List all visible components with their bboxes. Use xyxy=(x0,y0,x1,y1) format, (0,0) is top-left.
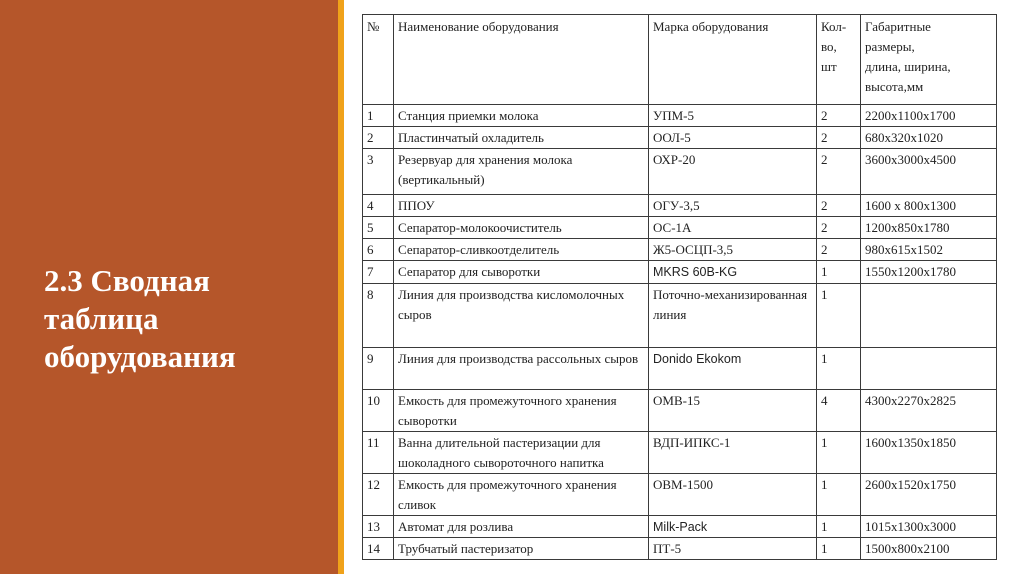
equipment-table xyxy=(362,14,997,560)
table-row xyxy=(363,538,997,560)
cell-dims: 1550x1200x1780 xyxy=(861,261,997,284)
cell-brand: ОХР-20 xyxy=(649,149,817,195)
cell-dims: 980x615x1502 xyxy=(861,239,997,261)
table-header-row xyxy=(363,15,997,105)
table-row xyxy=(363,432,997,474)
header-dims-line-3: длина, ширина, xyxy=(865,59,951,74)
cell-num: 14 xyxy=(363,538,394,560)
cell-brand: Поточно-механизированная линия xyxy=(649,284,817,348)
slide-title-line-3: оборудования xyxy=(44,339,236,374)
cell-qty: 1 xyxy=(817,538,861,560)
cell-brand: ОС-1А xyxy=(649,217,817,239)
cell-name: Линия для производства рассольных сыров xyxy=(394,348,649,390)
table-row xyxy=(363,284,997,348)
cell-name: Сепаратор-сливкоотделитель xyxy=(394,239,649,261)
header-qty-line-1: Кол- xyxy=(821,19,847,34)
cell-qty: 1 xyxy=(817,261,861,284)
cell-name: Емкость для промежуточного хранения сыворотки xyxy=(394,390,649,432)
cell-dims: 2200x1100x1700 xyxy=(861,105,997,127)
cell-num: 11 xyxy=(363,432,394,474)
cell-qty: 2 xyxy=(817,149,861,195)
cell-qty: 2 xyxy=(817,195,861,217)
cell-brand: Donido Ekokom xyxy=(649,348,817,390)
cell-qty: 1 xyxy=(817,348,861,390)
cell-qty: 1 xyxy=(817,474,861,516)
cell-brand: ООЛ-5 xyxy=(649,127,817,149)
cell-num: 13 xyxy=(363,516,394,538)
cell-dims: 680x320x1020 xyxy=(861,127,997,149)
cell-dims: 2600x1520x1750 xyxy=(861,474,997,516)
cell-qty: 4 xyxy=(817,390,861,432)
cell-dims: 3600x3000x4500 xyxy=(861,149,997,195)
cell-name: Станция приемки молока xyxy=(394,105,649,127)
cell-brand: УПМ-5 xyxy=(649,105,817,127)
header-qty xyxy=(817,15,861,105)
table-row xyxy=(363,516,997,538)
cell-name: Пластинчатый охладитель xyxy=(394,127,649,149)
header-dims-line-1: Габаритные xyxy=(865,19,931,34)
cell-brand: MKRS 60B-KG xyxy=(649,261,817,284)
cell-brand: Ж5-ОСЦП-3,5 xyxy=(649,239,817,261)
cell-dims: 1500x800x2100 xyxy=(861,538,997,560)
header-num: № xyxy=(363,15,394,105)
table-row xyxy=(363,195,997,217)
cell-num: 10 xyxy=(363,390,394,432)
table-row xyxy=(363,149,997,195)
header-qty-line-3: шт xyxy=(821,59,837,74)
cell-name: Емкость для промежуточного хранения сливок xyxy=(394,474,649,516)
cell-qty: 2 xyxy=(817,239,861,261)
cell-num: 3 xyxy=(363,149,394,195)
cell-brand: ВДП-ИПКС-1 xyxy=(649,432,817,474)
cell-dims xyxy=(861,348,997,390)
cell-num: 1 xyxy=(363,105,394,127)
cell-dims xyxy=(861,284,997,348)
cell-dims: 1200x850x1780 xyxy=(861,217,997,239)
accent-stripe xyxy=(338,0,344,574)
cell-dims: 4300x2270x2825 xyxy=(861,390,997,432)
cell-num: 8 xyxy=(363,284,394,348)
table-row xyxy=(363,105,997,127)
cell-qty: 1 xyxy=(817,284,861,348)
cell-name: Автомат для розлива xyxy=(394,516,649,538)
cell-dims: 1015x1300x3000 xyxy=(861,516,997,538)
cell-num: 2 xyxy=(363,127,394,149)
cell-num: 12 xyxy=(363,474,394,516)
cell-brand: ОГУ-3,5 xyxy=(649,195,817,217)
cell-num: 9 xyxy=(363,348,394,390)
cell-brand: ОВМ-1500 xyxy=(649,474,817,516)
cell-name: ППОУ xyxy=(394,195,649,217)
slide-title-line-2: таблица xyxy=(44,301,159,336)
cell-name: Ванна длительной пастеризации для шоколадного сывороточного напитка xyxy=(394,432,649,474)
header-dims-line-2: размеры, xyxy=(865,39,915,54)
cell-num: 4 xyxy=(363,195,394,217)
cell-num: 5 xyxy=(363,217,394,239)
cell-name: Резервуар для хранения молока (вертикальный) xyxy=(394,149,649,195)
cell-name: Сепаратор-молокоочиститель xyxy=(394,217,649,239)
table-row xyxy=(363,348,997,390)
table-row xyxy=(363,474,997,516)
header-name: Наименование оборудования xyxy=(394,15,649,105)
cell-name: Линия для производства кисломолочных сыров xyxy=(394,284,649,348)
cell-brand: ПТ-5 xyxy=(649,538,817,560)
cell-qty: 2 xyxy=(817,127,861,149)
cell-qty: 1 xyxy=(817,516,861,538)
cell-num: 7 xyxy=(363,261,394,284)
table-row xyxy=(363,261,997,284)
cell-dims: 1600 x 800x1300 xyxy=(861,195,997,217)
slide-title xyxy=(44,262,324,376)
cell-brand: Milk-Pack xyxy=(649,516,817,538)
table-row xyxy=(363,239,997,261)
slide-title-line-1: 2.3 Сводная xyxy=(44,263,210,298)
cell-qty: 2 xyxy=(817,217,861,239)
cell-brand: ОМВ-15 xyxy=(649,390,817,432)
header-qty-line-2: во, xyxy=(821,39,837,54)
cell-dims: 1600x1350x1850 xyxy=(861,432,997,474)
cell-name: Трубчатый пастеризатор xyxy=(394,538,649,560)
table-row xyxy=(363,217,997,239)
table-row xyxy=(363,127,997,149)
cell-qty: 1 xyxy=(817,432,861,474)
table-row xyxy=(363,390,997,432)
cell-name: Сепаратор для сыворотки xyxy=(394,261,649,284)
header-dims xyxy=(861,15,997,105)
header-dims-line-4: высота,мм xyxy=(865,79,924,94)
cell-qty: 2 xyxy=(817,105,861,127)
cell-num: 6 xyxy=(363,239,394,261)
header-brand: Марка оборудования xyxy=(649,15,817,105)
